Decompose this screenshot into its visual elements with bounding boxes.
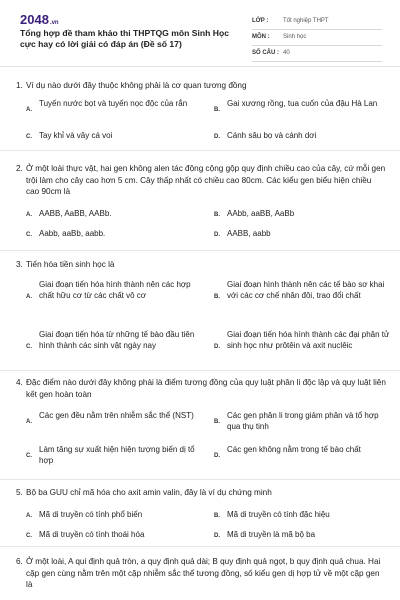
question-4 xyxy=(16,377,386,466)
option-a[interactable]: A. AABB, AaBB, AABb. xyxy=(26,208,112,218)
question-6 xyxy=(16,556,386,591)
question-divider xyxy=(0,479,400,480)
option-c[interactable]: C. Làm tăng sự xuất hiện hiện tượng biến dị tổ hợp xyxy=(26,445,195,465)
question-number: 5. xyxy=(16,488,23,497)
option-b[interactable]: B. Các gen phân li trong giảm phân và tổ hợp qua thụ tinh xyxy=(214,411,379,431)
option-b[interactable]: B. Mã di truyền có tính đặc hiệu xyxy=(214,509,330,519)
options xyxy=(16,277,390,372)
option-c[interactable]: C. Giai đoạn tiến hóa từ những tế bào đầu tiên hình thành các sinh vật ngày nay xyxy=(26,329,195,350)
question-1 xyxy=(16,80,386,146)
question-number: 3. xyxy=(16,260,23,269)
question-divider xyxy=(0,370,400,371)
question-number: 2. xyxy=(16,164,23,173)
option-c[interactable]: C. Tay khỉ và vây cá voi xyxy=(26,130,113,140)
question-text: Ở một loài thực vật, hai gen không alen tác động cộng gộp quy định chiều cao của cây, cứ mỗi gen trội làm cho cây cao hơn 5 cm. Cây thấp nhất có chiều cao 80cm. Các kiểu gen biểu hiện chiều cao 90cm là xyxy=(26,164,386,196)
question-text: Tiến hóa tiền sinh học là xyxy=(26,260,115,269)
question-divider xyxy=(0,546,400,547)
question-text: Đặc điểm nào dưới đây không phải là điểm tương đồng của quy luật phân li độc lập và quy luật liên kết gen hoàn toàn xyxy=(26,378,386,399)
option-a[interactable]: A. Giai đoạn tiến hóa hình thành nên các hợp chất hữu cơ từ các chất vô cơ xyxy=(26,279,191,300)
question-text: Ví dụ nào dưới đây thuộc không phải là cơ quan tương đồng xyxy=(26,81,247,90)
option-c[interactable]: C. Mã di truyền có tính thoái hóa xyxy=(26,529,145,539)
option-a[interactable]: A. Tuyến nước bọt và tuyến nọc độc của rắn xyxy=(26,98,188,113)
question-number: 6. xyxy=(16,557,23,566)
option-d[interactable]: D. AABB, aabb xyxy=(214,228,271,238)
question-divider xyxy=(0,250,400,251)
question-text: Bộ ba GUU chỉ mã hóa cho axit amin valin, đây là ví dụ chứng minh xyxy=(26,488,272,497)
options xyxy=(16,505,386,541)
question-number: 4. xyxy=(16,378,23,387)
option-d[interactable]: D. Giai đoạn tiến hóa hình thành các đại phân tử sinh học như prôtêin và axit nuclêic xyxy=(214,329,390,350)
option-d[interactable]: D. Mã di truyền là mã bộ ba xyxy=(214,529,316,539)
option-d[interactable]: D. Cánh sâu bọ và cánh dơi xyxy=(214,130,317,140)
header-divider xyxy=(0,66,400,67)
page-title: Tổng hợp đề tham khảo thi THPTQG môn Sinh Học cực hay có lời giải có đáp án (Đề số 17) xyxy=(20,28,230,49)
exam-meta-table xyxy=(252,14,382,62)
options xyxy=(16,406,386,466)
question-divider xyxy=(0,150,400,151)
option-c[interactable]: C. Aabb, aaBb, aabb. xyxy=(26,228,106,238)
question-text: Ở một loài, A qui định quả tròn, a quy định quả dài; B quy định quả ngọt, b quy định quả chua. Hai cặp gen cùng nằm trên một cặp nhiễm sắc thể tương đồng, số kiểu gen dị hợp tử về một cặp gen là xyxy=(26,557,381,589)
question-5 xyxy=(16,487,386,541)
option-b[interactable]: B. AAbb, aaBB, AaBb xyxy=(214,208,295,218)
meta-row-subject: MÔN : Sinh học xyxy=(252,30,382,46)
option-b[interactable]: B. Giai đoạn hình thành nên các tế bào sơ khai với các cơ chế nhân đôi, trao đổi chất xyxy=(214,279,385,300)
meta-row-class: LỚP : Tốt nghiệp THPT xyxy=(252,14,382,30)
options xyxy=(16,204,386,240)
question-3 xyxy=(16,259,390,372)
site-logo[interactable]: 2048.vn xyxy=(20,12,59,27)
option-b[interactable]: B. Gai xương rồng, tua cuốn của đậu Hà Lan xyxy=(214,98,378,113)
option-a[interactable]: A. Mã di truyền có tính phổ biến xyxy=(26,509,143,519)
option-d[interactable]: D. Các gen không nằm trong tế bào chất xyxy=(214,445,361,459)
question-number: 1. xyxy=(16,81,23,90)
question-2 xyxy=(16,163,386,240)
document-header xyxy=(0,0,400,66)
option-a[interactable]: A. Các gen đều nằm trên nhiễm sắc thể (NST) xyxy=(26,411,194,425)
options xyxy=(16,98,386,146)
meta-row-question-count: SỐ CÂU : 40 xyxy=(252,46,382,62)
